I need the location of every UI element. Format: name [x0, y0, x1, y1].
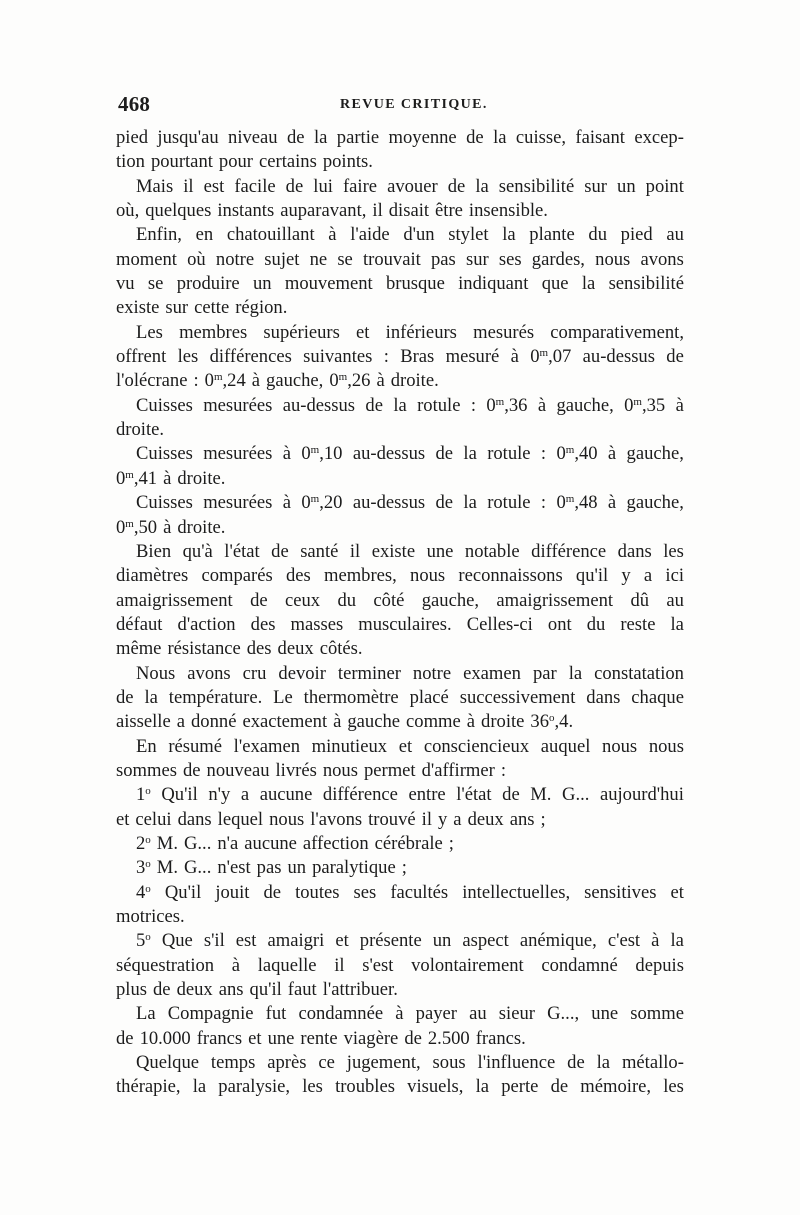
text-line: Cuisses mesurées à 0$^m$,20 au-dessus de la rotule : 0$^m$,48 à gauche,: [136, 492, 684, 514]
text-line: même résistance des deux côtés.: [116, 638, 363, 660]
text-line: Nous avons cru devoir terminer notre examen par la constatation: [136, 662, 684, 684]
text-line: offrent les différences suivantes : Bras mesuré à 0$^m$,07 au-dessus de: [116, 346, 684, 368]
running-title: REVUE CRITIQUE.: [340, 97, 488, 112]
text-line: 3$^o$ M. G... n'est pas un paralytique ;: [136, 857, 407, 879]
text-line: diamètres comparés des membres, nous reconnaissons qu'il y a ici: [116, 565, 684, 587]
body-text: [116, 126, 684, 1100]
text-line: Quelque temps après ce jugement, sous l'influence de la métallo-: [136, 1052, 684, 1074]
text-line: 1$^o$ Qu'il n'y a aucune différence entre l'état de M. G... aujourd'hui: [136, 784, 684, 806]
text-line: de la température. Le thermomètre placé successivement dans chaque: [116, 686, 684, 708]
text-line: thérapie, la paralysie, les troubles visuels, la perte de mémoire, les: [116, 1076, 684, 1098]
text-line: où, quelques instants auparavant, il disait être insensible.: [116, 200, 548, 222]
text-line: 0$^m$,41 à droite.: [116, 467, 226, 489]
text-line: Bien qu'à l'état de santé il existe une notable différence dans les: [136, 540, 684, 562]
text-line: existe sur cette région.: [116, 297, 288, 319]
text-line: droite.: [116, 419, 165, 441]
text-line: moment où notre sujet ne se trouvait pas sur ses gardes, nous avons: [116, 248, 684, 270]
page-number: 468: [118, 92, 151, 116]
text-line: 0$^m$,50 à droite.: [116, 516, 226, 538]
text-line: 2$^o$ M. G... n'a aucune affection cérébrale ;: [136, 832, 454, 854]
text-line: l'olécrane : 0$^m$,24 à gauche, 0$^m$,26 à droite.: [116, 370, 439, 392]
text-line: Cuisses mesurées au-dessus de la rotule : 0$^m$,36 à gauche, 0$^m$,35 à: [136, 394, 684, 416]
text-line: En résumé l'examen minutieux et consciencieux auquel nous nous: [136, 735, 684, 757]
text-line: amaigrissement de ceux du côté gauche, amaigrissement dû au: [116, 589, 684, 611]
text-line: de 10.000 francs et une rente viagère de 2.500 francs.: [116, 1027, 526, 1049]
text-line: La Compagnie fut condamnée à payer au sieur G..., une somme: [136, 1003, 684, 1025]
page-header: [118, 92, 684, 122]
text-line: aisselle a donné exactement à gauche comme à droite 36$^o$,4.: [116, 711, 574, 733]
text-line: motrices.: [116, 906, 185, 927]
text-line: et celui dans lequel nous l'avons trouvé il y a deux ans ;: [116, 808, 546, 830]
text-line: séquestration à laquelle il s'est volontairement condamné depuis: [116, 954, 684, 976]
text-line: sommes de nouveau livrés nous permet d'affirmer :: [116, 759, 506, 781]
text-line: Enfin, en chatouillant à l'aide d'un stylet la plante du pied au: [136, 224, 684, 246]
text-line: Les membres supérieurs et inférieurs mesurés comparativement,: [136, 321, 684, 343]
text-line: défaut d'action des masses musculaires. Celles-ci ont du reste la: [116, 613, 684, 635]
text-line: plus de deux ans qu'il faut l'attribuer.: [116, 979, 398, 1001]
text-line: tion pourtant pour certains points.: [116, 151, 373, 173]
text-line: 5$^o$ Que s'il est amaigri et présente un aspect anémique, c'est à la: [136, 930, 684, 952]
text-line: Cuisses mesurées à 0$^m$,10 au-dessus de la rotule : 0$^m$,40 à gauche,: [136, 443, 684, 465]
text-line: pied jusqu'au niveau de la partie moyenne de la cuisse, faisant excep-: [116, 127, 684, 148]
text-line: vu se produire un mouvement brusque indiquant que la sensibilité: [116, 273, 684, 295]
text-line: Mais il est facile de lui faire avouer de la sensibilité sur un point: [136, 175, 684, 197]
text-line: 4$^o$ Qu'il jouit de toutes ses facultés intellectuelles, sensitives et: [136, 881, 684, 903]
